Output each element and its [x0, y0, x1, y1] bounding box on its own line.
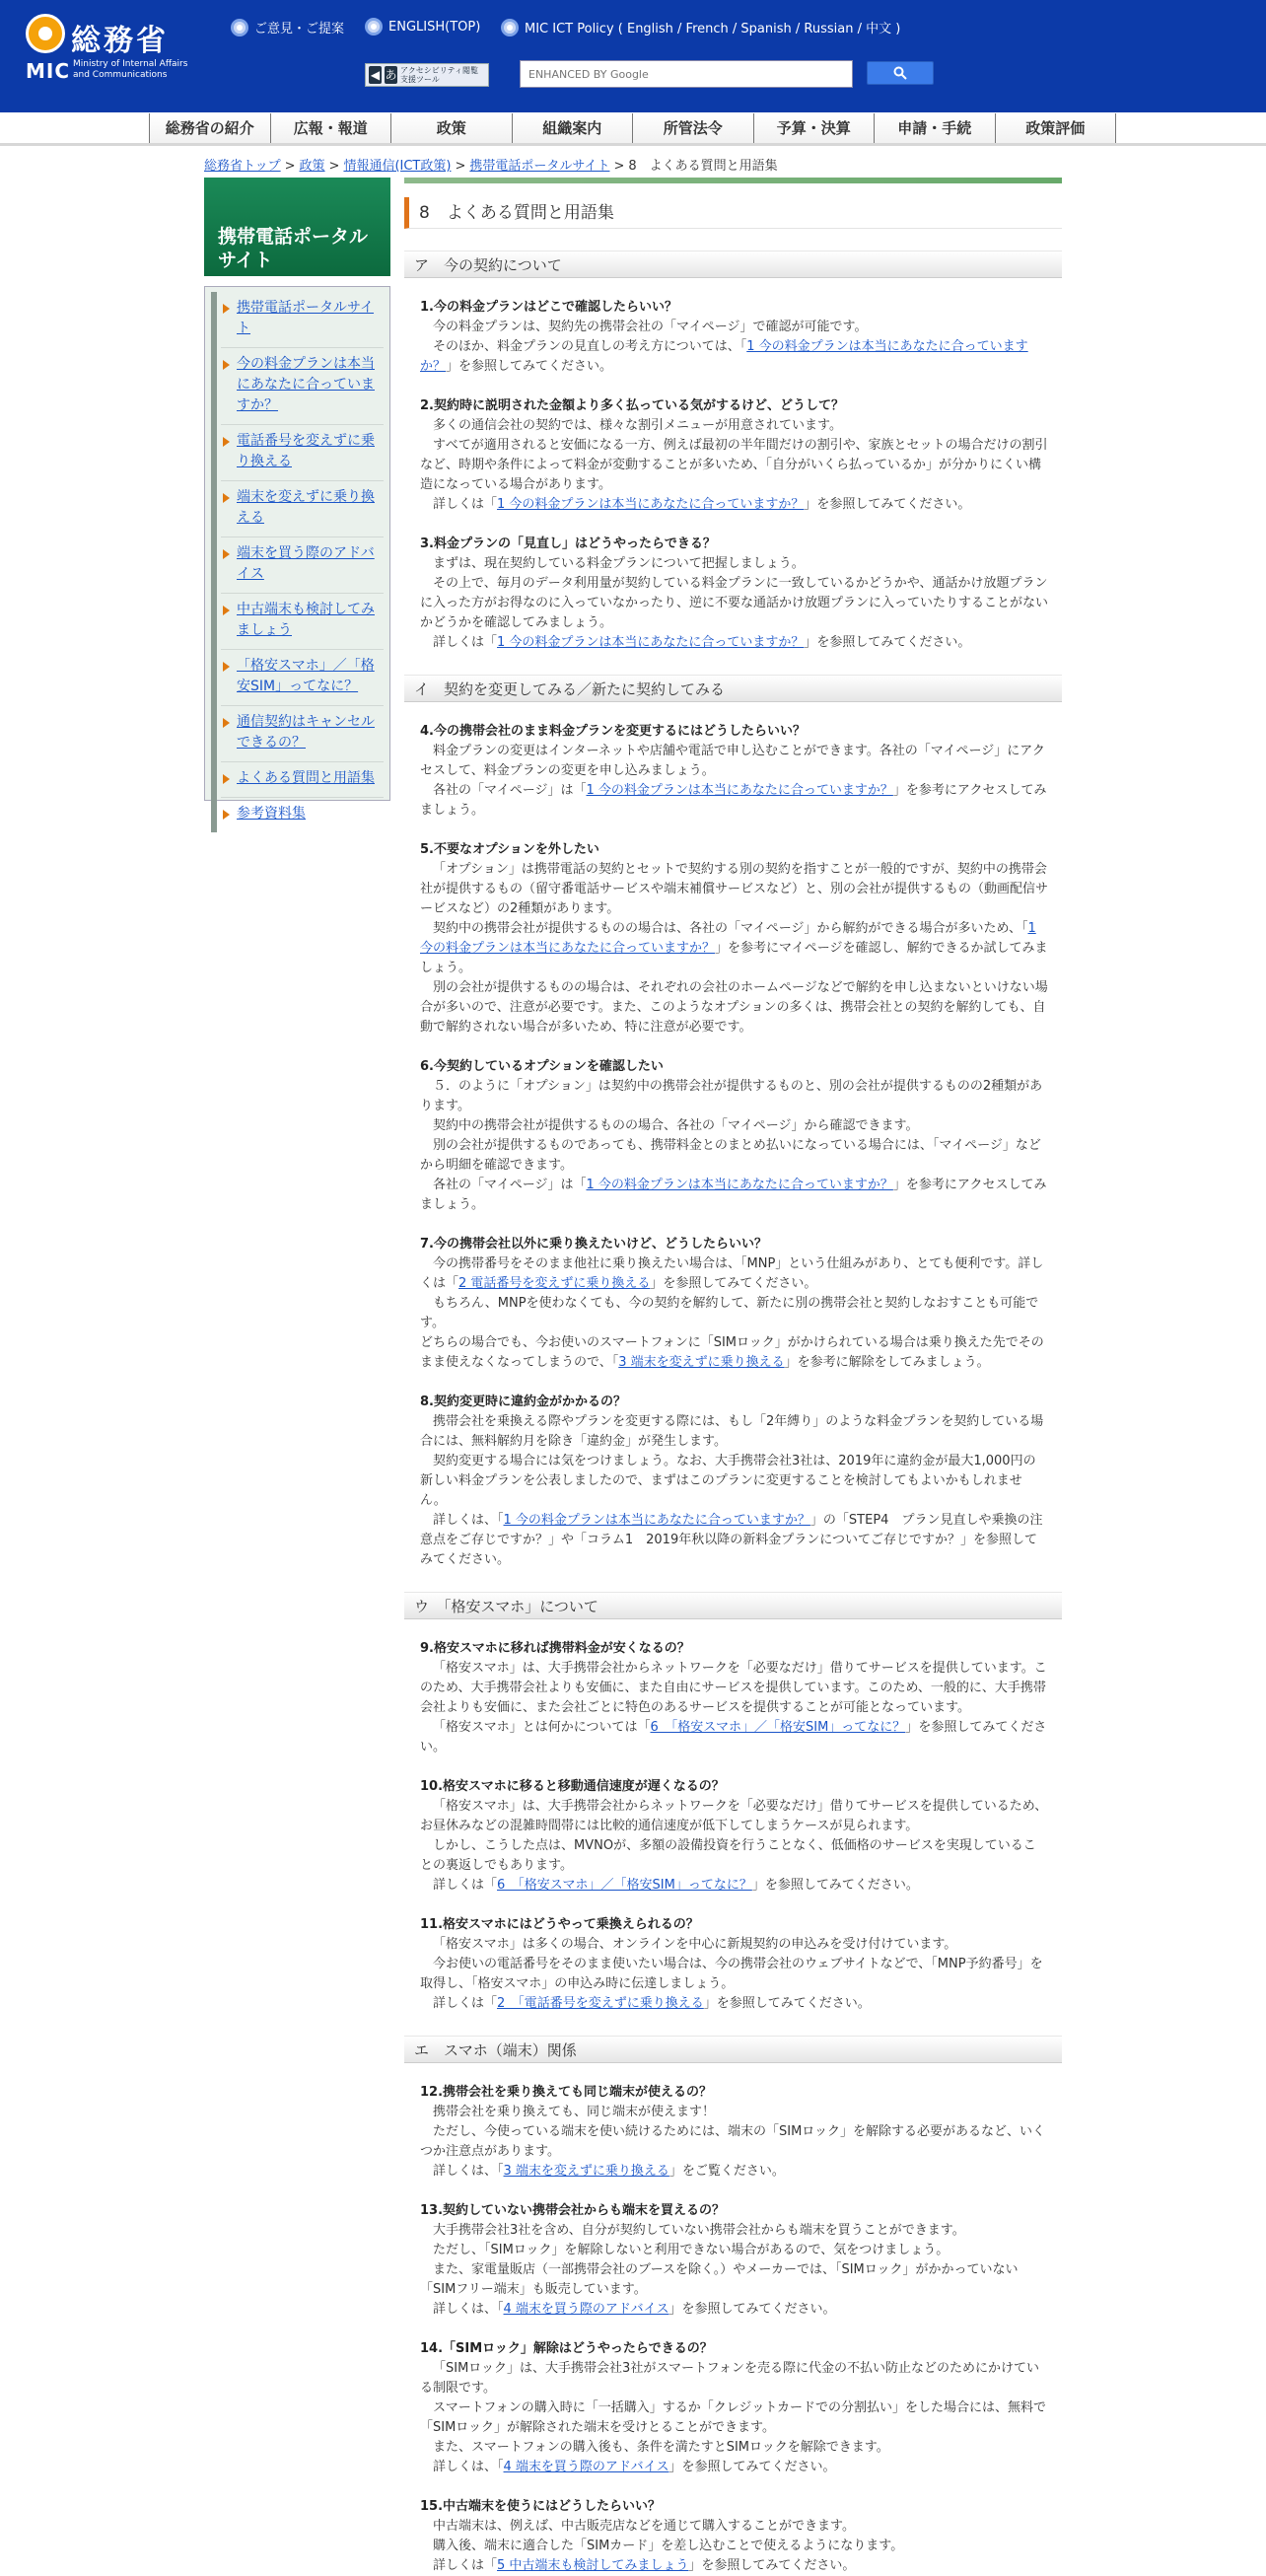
- faq-answer: [420, 1659, 1048, 1718]
- faq-answer: [420, 1176, 1048, 1215]
- faq-question: 10.格安スマホに移ると移動通信速度が遅くなるの？: [420, 1779, 725, 1794]
- faq-question: 3.料金プランの「見直し」はどうやったらできる？: [420, 537, 716, 551]
- faq-answer: [420, 1718, 1048, 1757]
- faq-answer: [420, 919, 1048, 978]
- answer-text: 」を参照してみてください。: [668, 2460, 836, 2474]
- faq-answer: [420, 1412, 1048, 1452]
- answer-text: 多くの通信会社の契約では、様々な割引メニューが用意されています。: [433, 418, 842, 433]
- faq-answer: [420, 2398, 1048, 2438]
- faq-question: 14.「SIMロック」解除はどうやったらできるの？: [420, 2341, 713, 2356]
- answer-text: 詳しくは「: [433, 2558, 498, 2573]
- nav-item[interactable]: 所管法令: [632, 113, 754, 143]
- answer-text: 」を参照してみてください。: [420, 1720, 1047, 1754]
- answer-link[interactable]: 1 今の料金プランは本当にあなたに合っていますか？: [497, 635, 805, 650]
- faq-item: [404, 722, 1062, 821]
- answer-text: 」を参考にマイページを確認し、解約できるか試してみましょう。: [420, 941, 1048, 975]
- arrow-right-icon: [223, 662, 230, 672]
- faq-answer: [420, 2260, 1048, 2300]
- arrow-right-icon: [223, 774, 230, 784]
- answer-text: 「SIMロック」は、大手携帯会社3社がスマートフォンを売る際に代金の不払い防止などのためにかけている制限です。: [420, 2361, 1040, 2396]
- section-heading: ア 今の契約について: [404, 250, 1062, 278]
- answer-text: 詳しくは、「: [433, 2164, 504, 2179]
- breadcrumb: 総務省トップ > 政策 > 情報通信(ICT政策) > 携帯電話ポータルサイト > 8 よくある質問と用語集: [204, 159, 778, 174]
- faq-question: 13.契約していない携帯会社からも端末を買えるの？: [420, 2203, 726, 2218]
- answer-text: ただし、「SIMロック」を解除しないと利用できない場合があるので、気をつけましょう。: [433, 2243, 950, 2257]
- answer-link[interactable]: 1 今の料金プランは本当にあなたに合っていますか？: [586, 783, 893, 798]
- answer-text: しかし、こうした点は、MVNOが、多額の設備投資を行うことなく、低価格のサービスを実現していることの裏返しでもあります。: [420, 1838, 1036, 1873]
- sidebar-item[interactable]: [221, 425, 384, 481]
- header-link-english[interactable]: ENGLISH(TOP): [365, 18, 480, 36]
- faq-answer: [420, 2122, 1048, 2162]
- answer-text: もちろん、MNPを使わなくても、今の契約を解約して、新たに別の携帯会社と契約しなおすことも可能です。: [420, 1296, 1039, 1330]
- faq-question: 2.契約時に説明された金額より多く払っている気がするけど、どうして？: [420, 398, 844, 413]
- answer-text: 「格安スマホ」は多くの場合、オンラインを中心に新規契約の申込みを受け付けています。: [433, 1937, 957, 1952]
- faq-answer: [420, 2221, 1048, 2241]
- faq-item: [404, 1915, 1062, 2014]
- sidebar-item-label[interactable]: 端末を変えずに乗り換える: [237, 489, 375, 526]
- answer-link[interactable]: 1 今の料金プランは本当にあなたに合っていますか？: [420, 921, 1036, 956]
- sidebar-item[interactable]: [221, 348, 384, 425]
- arrow-right-icon: [223, 360, 230, 370]
- faq-answer: [420, 781, 1048, 821]
- faq-item: [404, 298, 1062, 377]
- answer-link[interactable]: 2 「電話番号を変えずに乗り換える: [497, 1996, 704, 2011]
- answer-text: 別の会社が提供するものの場合は、それぞれの会社のホームページなどで解約を申し込まないといけない場合が多いので、注意が必要です。また、このようなオプションの多くは、携帯会社との契約を解約しても、自動で解約されない場合が多いため、特に注意が必要です。: [420, 980, 1048, 1035]
- answer-text: 」を参考に解除をしてみましょう。: [784, 1355, 990, 1370]
- breadcrumb-current: 8 よくある質問と用語集: [628, 159, 778, 174]
- answer-text: 契約変更する場合には気をつけましょう。なお、大手携帯会社3社は、2019年に違約金が最大1,000円の新しい料金プランを公表しましたので、まずはこのプランに変更することを検討してもよいかもしれません。: [420, 1454, 1036, 1508]
- faq-question: 9.格安スマホに移れば携帯料金が安くなるの？: [420, 1641, 690, 1656]
- faq-question: 6.今契約しているオプションを確認したい: [420, 1059, 664, 1074]
- sidebar-item[interactable]: [221, 706, 384, 762]
- answer-link[interactable]: 3 端末を変えずに乗り換える: [503, 2164, 669, 2179]
- answer-link[interactable]: 6 「格安スマホ」／「格安SIM」ってなに？: [497, 1878, 752, 1893]
- answer-link[interactable]: 1 今の料金プランは本当にあなたに合っていますか？: [420, 339, 1028, 374]
- answer-text: また、スマートフォンの購入後も、条件を満たすとSIMロックを解除できます。: [433, 2440, 889, 2455]
- logo-english: Ministry of Internal Affairs and Communications: [73, 59, 188, 80]
- nav-item[interactable]: 総務省の紹介: [149, 113, 271, 143]
- search-input[interactable]: [521, 61, 852, 87]
- answer-link[interactable]: 6 「格安スマホ」／「格安SIM」ってなに？: [650, 1720, 906, 1735]
- mic-logo[interactable]: [26, 14, 223, 83]
- faq-item: [404, 1393, 1062, 1570]
- answer-text: 」を参照してみてください。: [703, 1996, 871, 2011]
- answer-text: 」を参照してみてください。: [446, 359, 613, 374]
- bullet-icon: [501, 19, 519, 36]
- answer-text: ５．のように「オプション」は契約中の携帯会社が提供するものと、別の会社が提供するものの2種類があります。: [420, 1079, 1043, 1113]
- faq-answer: [420, 1511, 1048, 1570]
- nav-item[interactable]: 政策: [390, 113, 513, 143]
- nav-divider: [0, 143, 1266, 146]
- faq-item: [404, 2201, 1062, 2320]
- faq-answer: [420, 2556, 1048, 2576]
- faq-item: [404, 535, 1062, 653]
- faq-answer: [420, 416, 1048, 436]
- faq-answer: [420, 633, 1048, 653]
- faq-answer: [420, 2359, 1048, 2398]
- faq-answer: [420, 1797, 1048, 1836]
- answer-text: 」を参照してみてください。: [751, 1878, 919, 1893]
- answer-text: 詳しくは「: [433, 1878, 498, 1893]
- faq-item: [404, 2339, 1062, 2477]
- arrow-right-icon: [223, 437, 230, 447]
- answer-text: 中古端末は、例えば、中古販売店などを通じて購入することができます。: [433, 2519, 855, 2534]
- search-box[interactable]: [520, 60, 853, 88]
- answer-text: 詳しくは「: [433, 1996, 498, 2011]
- faq-answer: [420, 1333, 1048, 1373]
- answer-text: 」を参照してみてください。: [804, 497, 971, 512]
- faq-question: 5.不要なオプションを外したい: [420, 842, 599, 857]
- answer-text: 別の会社が提供するものであっても、携帯料金とのまとめ払いになっている場合には、「マイページ」などから明細を確認できます。: [420, 1138, 1041, 1173]
- answer-link[interactable]: 3 端末を変えずに乗り換える: [618, 1355, 785, 1370]
- faq-answer: [420, 2300, 1048, 2320]
- faq-question: 4.今の携帯会社のまま料金プランを変更するにはどうしたらいい？: [420, 724, 806, 739]
- answer-link[interactable]: 5 中古端末も検討してみましょう: [497, 2558, 689, 2573]
- faq-answer: [420, 2438, 1048, 2458]
- magnify-icon: あ: [385, 68, 397, 82]
- answer-text: すべてが適用されると安価になる一方、例えば最初の半年間だけの割引や、家族とセットの場合だけの割引など、時期や条件によって料金が変動することが多いため、「自分がいくら払っているか」が分かりにくい構造になっている場合があります。: [420, 438, 1048, 492]
- answer-text: 携帯会社を乗換える際やプランを変更する際には、もし「2年縛り」のような料金プランを契約している場合には、無料解約月を除き「違約金」が発生します。: [420, 1414, 1044, 1449]
- answer-text: 今の料金プランは、契約先の携帯会社の「マイページ」で確認が可能です。: [433, 320, 868, 334]
- faq-answer: [420, 860, 1048, 919]
- answer-link[interactable]: 1 今の料金プランは本当にあなたに合っていますか？: [503, 1513, 810, 1528]
- answer-text: 」を参照してみてください。: [650, 1276, 817, 1291]
- sidebar-menu: [204, 286, 390, 822]
- nav-item[interactable]: 組織案内: [512, 113, 634, 143]
- answer-text: 」を参考にアクセスしてみましょう。: [420, 783, 1047, 818]
- answer-text: 契約中の携帯会社が提供するものの場合、各社の「マイページ」から確認できます。: [433, 1118, 919, 1133]
- faq-answer: [420, 318, 1048, 337]
- faq-question: 8.契約変更時に違約金がかかるの？: [420, 1395, 626, 1409]
- bullet-icon: [365, 18, 383, 36]
- faq-answer: [420, 495, 1048, 515]
- faq-item: [404, 840, 1062, 1038]
- answer-text: 詳しくは「: [433, 497, 498, 512]
- sidebar-item-label[interactable]: 電話番号を変えずに乗り換える: [237, 433, 375, 469]
- answer-text: 詳しくは、「: [433, 2460, 504, 2474]
- answer-text: 詳しくは、「: [433, 1513, 504, 1528]
- faq-answer: [420, 978, 1048, 1038]
- sidebar-item-label[interactable]: 中古端末も検討してみましょう: [237, 602, 375, 638]
- answer-text: 」の「STEP4 プラン見直しや乗換の注意点をご存じですか？」や「コラム1 2019年秋以降の新料金プランについてご存じですか？」を参照してみてください。: [420, 1513, 1043, 1567]
- sidebar-item[interactable]: [221, 481, 384, 537]
- faq-question: 7.今の携帯会社以外に乗り換えたいけど、どうしたらいい？: [420, 1237, 767, 1252]
- answer-text: 」を参照してみてください。: [804, 635, 971, 650]
- answer-link[interactable]: 4 端末を買う際のアドバイス: [503, 2460, 669, 2474]
- speaker-icon: ◀: [370, 68, 381, 82]
- faq-item: [404, 1057, 1062, 1215]
- faq-answer: [420, 1955, 1048, 1994]
- breadcrumb-link-policy[interactable]: 政策: [299, 159, 325, 174]
- answer-text: 各社の「マイページ」は「: [433, 1178, 587, 1192]
- answer-text: 今の携帯番号をそのまま他社に乗り換えたい場合は、「MNP」という仕組みがあり、とても便利です。詳しくは「: [420, 1256, 1044, 1291]
- faq-question: 11.格安スマホにはどうやって乗換えられるの？: [420, 1917, 699, 1932]
- breadcrumb-link-top[interactable]: 総務省トップ: [204, 159, 281, 174]
- answer-text: スマートフォンの購入時に「一括購入」するか「クレジットカードでの分割払い」をした場合には、無料で「SIMロック」が解除された端末を受けとることができます。: [420, 2400, 1046, 2435]
- logo-mic: MIC: [26, 59, 71, 83]
- sidebar-item-label[interactable]: 今の料金プランは本当にあなたに合っていますか？: [237, 356, 375, 413]
- sidebar-item-label[interactable]: 通信契約はキャンセルできるの？: [237, 714, 375, 751]
- answer-text: 契約中の携帯会社が提供するものの場合は、各社の「マイページ」から解約ができる場合が多いため、「: [433, 921, 1028, 936]
- answer-text: ただし、今使っている端末を使い続けるためには、端末の「SIMロック」を解除する必要があるなど、いくつか注意点があります。: [420, 2124, 1046, 2159]
- faq-item: [404, 2497, 1062, 2576]
- faq-answer: [420, 1876, 1048, 1896]
- sidebar-item-label[interactable]: 参考資料集: [237, 806, 306, 822]
- faq-answer: [420, 1935, 1048, 1955]
- answer-text: そのほか、料金プランの見直しの考え方については、「: [433, 339, 747, 354]
- main-content: [404, 178, 1062, 2576]
- answer-text: 「オプション」は携帯電話の契約とセットで契約する別の契約を指すことが一般的ですが、契約中の携帯会社が提供するもの（留守番電話サービスや端末補償サービスなど）と、別の会社が提供するもの（動画配信サービスなど）の2種類があります。: [420, 862, 1049, 916]
- header-link-ict-policy[interactable]: MIC ICT Policy ( English / French / Spanish / Russian / 中文 ): [501, 18, 900, 36]
- search-icon: [893, 66, 907, 80]
- faq-answer: [420, 2103, 1048, 2122]
- section-heading: ウ 「格安スマホ」について: [404, 1592, 1062, 1619]
- sidebar-item-label[interactable]: 携帯電話ポータルサイト: [237, 300, 375, 336]
- section-heading: エ スマホ（端末）関係: [404, 2036, 1062, 2063]
- answer-text: また、家電量販店（一部携帯会社のブースを除く。）やメーカーでは、「SIMロック」がかかっていない「SIMフリー端末」も販売しています。: [420, 2262, 1019, 2297]
- answer-text: 料金プランの変更はインターネットや店舗や電話で申し込むことができます。各社の「マイページ」にアクセスして、料金プランの変更を申し込みましょう。: [420, 744, 1045, 778]
- answer-text: 」を参照してみてください。: [668, 2302, 836, 2317]
- sidebar-item[interactable]: [221, 762, 384, 798]
- faq-item: [404, 1235, 1062, 1373]
- faq-item: [404, 1777, 1062, 1896]
- arrow-right-icon: [223, 493, 230, 503]
- breadcrumb-link-ict[interactable]: 情報通信(ICT政策): [343, 159, 452, 174]
- faq-item: [404, 1639, 1062, 1757]
- answer-text: 大手携帯会社3社を含め、自分が契約していない携帯会社からも端末を買うことができます。: [433, 2223, 965, 2238]
- header-link-opinion[interactable]: ご意見・ご提案: [231, 18, 344, 36]
- nav-item[interactable]: 広報・報道: [270, 113, 392, 143]
- sidebar-item-label[interactable]: 「格安スマホ」／「格安SIM」ってなに？: [237, 658, 375, 694]
- sidebar-item-label[interactable]: 端末を買う際のアドバイス: [237, 545, 375, 582]
- faq-question: 15.中古端末を使うにはどうしたらいい？: [420, 2499, 662, 2514]
- accessibility-tool-button[interactable]: ◀ あ アクセシビリティ閲覧支援ツール: [365, 63, 489, 87]
- faq-answer: [420, 1254, 1048, 1294]
- sidebar-item[interactable]: [221, 537, 384, 594]
- answer-text: 「格安スマホ」は、大手携帯会社からネットワークを「必要なだけ」借りてサービスを提供しています。このため、大手携帯会社よりも安価に、また自由にサービスを提供しています。このため、一般的に、大手携帯会社よりも安価に、また会社ごとに特色のあるサービスを提供することが可能となっています。: [420, 1661, 1047, 1715]
- answer-text: 詳しくは、「: [433, 2302, 504, 2317]
- faq-answer: [420, 2458, 1048, 2477]
- answer-text: 」を参考にアクセスしてみましょう。: [420, 1178, 1047, 1212]
- sun-logo-icon: [26, 14, 65, 53]
- sidebar-item[interactable]: [221, 594, 384, 650]
- search-button[interactable]: [867, 61, 934, 85]
- answer-text: その上で、毎月のデータ利用量が契約している料金プランに一致しているかどうかや、通話かけ放題プランに入った方がお得なのに入っていなかったり、逆に不要な通話かけ放題プランに入っていたりすることがないかどうかを確認してみましょう。: [420, 576, 1049, 630]
- faq-answer: [420, 1136, 1048, 1176]
- nav-item[interactable]: 政策評価: [995, 113, 1117, 143]
- answer-link[interactable]: 1 今の料金プランは本当にあなたに合っていますか？: [497, 497, 805, 512]
- answer-text: 」を参照してみてください。: [688, 2558, 856, 2573]
- sidebar-item[interactable]: [221, 650, 384, 706]
- sidebar-item[interactable]: [221, 292, 384, 348]
- arrow-right-icon: [223, 606, 230, 615]
- answer-link[interactable]: 4 端末を買う際のアドバイス: [503, 2302, 669, 2317]
- sidebar-item[interactable]: [221, 798, 384, 832]
- faq-answer: [420, 1452, 1048, 1511]
- faq-answer: [420, 554, 1048, 574]
- faq-answer: [420, 2241, 1048, 2260]
- faq-question: 12.携帯会社を乗り換えても同じ端末が使えるの？: [420, 2085, 713, 2100]
- answer-text: 詳しくは「: [433, 635, 498, 650]
- faq-answer: [420, 2537, 1048, 2556]
- site-header: [0, 0, 1266, 112]
- logo-kanji: 総務省: [71, 24, 169, 58]
- answer-text: 「格安スマホ」は、大手携帯会社からネットワークを「必要なだけ」借りてサービスを提供しているため、お昼休みなどの混雑時間帯には比較的通信速度が低下してしまうケースが見られます。: [420, 1799, 1048, 1833]
- arrow-right-icon: [223, 549, 230, 559]
- nav-item[interactable]: 申請・手続: [874, 113, 996, 143]
- answer-link[interactable]: 1 今の料金プランは本当にあなたに合っていますか？: [586, 1178, 893, 1192]
- nav-item[interactable]: 予算・決算: [753, 113, 876, 143]
- answer-text: 携帯会社を乗り換えても、同じ端末が使えます！: [433, 2105, 716, 2119]
- answer-text: まずは、現在契約している料金プランについて把握しましょう。: [433, 556, 805, 571]
- answer-text: 購入後、端末に適合した「SIMカード」を差し込むことで使えるようになります。: [433, 2539, 904, 2553]
- faq-answer: [420, 2162, 1048, 2182]
- page-title: 8 よくある質問と用語集: [404, 197, 1062, 229]
- section-heading: イ 契約を変更してみる／新たに契約してみる: [404, 675, 1062, 702]
- faq-answer: [420, 337, 1048, 377]
- breadcrumb-link-portal[interactable]: 携帯電話ポータルサイト: [469, 159, 610, 174]
- faq-item: [404, 2083, 1062, 2182]
- faq-answer: [420, 2517, 1048, 2537]
- faq-answer: [420, 1836, 1048, 1876]
- sidebar-item-label[interactable]: よくある質問と用語集: [237, 770, 375, 786]
- faq-item: [404, 396, 1062, 515]
- faq-answer: [420, 574, 1048, 633]
- faq-answer: [420, 742, 1048, 781]
- title-top-bar: [404, 178, 1062, 183]
- faq-answer: [420, 1116, 1048, 1136]
- answer-text: 今お使いの電話番号をそのまま使いたい場合は、今の携帯会社のウェブサイトなどで、「MNP予約番号」を取得し、「格安スマホ」の申込み時に伝達しましょう。: [420, 1957, 1043, 1991]
- faq-question: 1.今の料金プランはどこで確認したらいい？: [420, 300, 677, 315]
- faq-answer: [420, 1994, 1048, 2014]
- arrow-right-icon: [223, 810, 230, 820]
- faq-answer: [420, 1077, 1048, 1116]
- answer-text: 」をご覧ください。: [668, 2164, 785, 2179]
- arrow-right-icon: [223, 718, 230, 728]
- answer-text: どちらの場合でも、今お使いのスマートフォンに「SIMロック」がかけられている場合は乗り換えた先でそのまま使えなくなってしまうので、「: [420, 1335, 1044, 1370]
- faq-answer: [420, 436, 1048, 495]
- bullet-icon: [231, 19, 248, 36]
- arrow-right-icon: [223, 304, 230, 314]
- global-nav: [149, 113, 1115, 143]
- sidebar-title: 携帯電話ポータルサイト: [204, 178, 390, 276]
- answer-text: 「格安スマホ」とは何かについては「: [433, 1720, 651, 1735]
- answer-text: 各社の「マイページ」は「: [433, 783, 587, 798]
- faq-answer: [420, 1294, 1048, 1333]
- answer-link[interactable]: 2 電話番号を変えずに乗り換える: [458, 1276, 651, 1291]
